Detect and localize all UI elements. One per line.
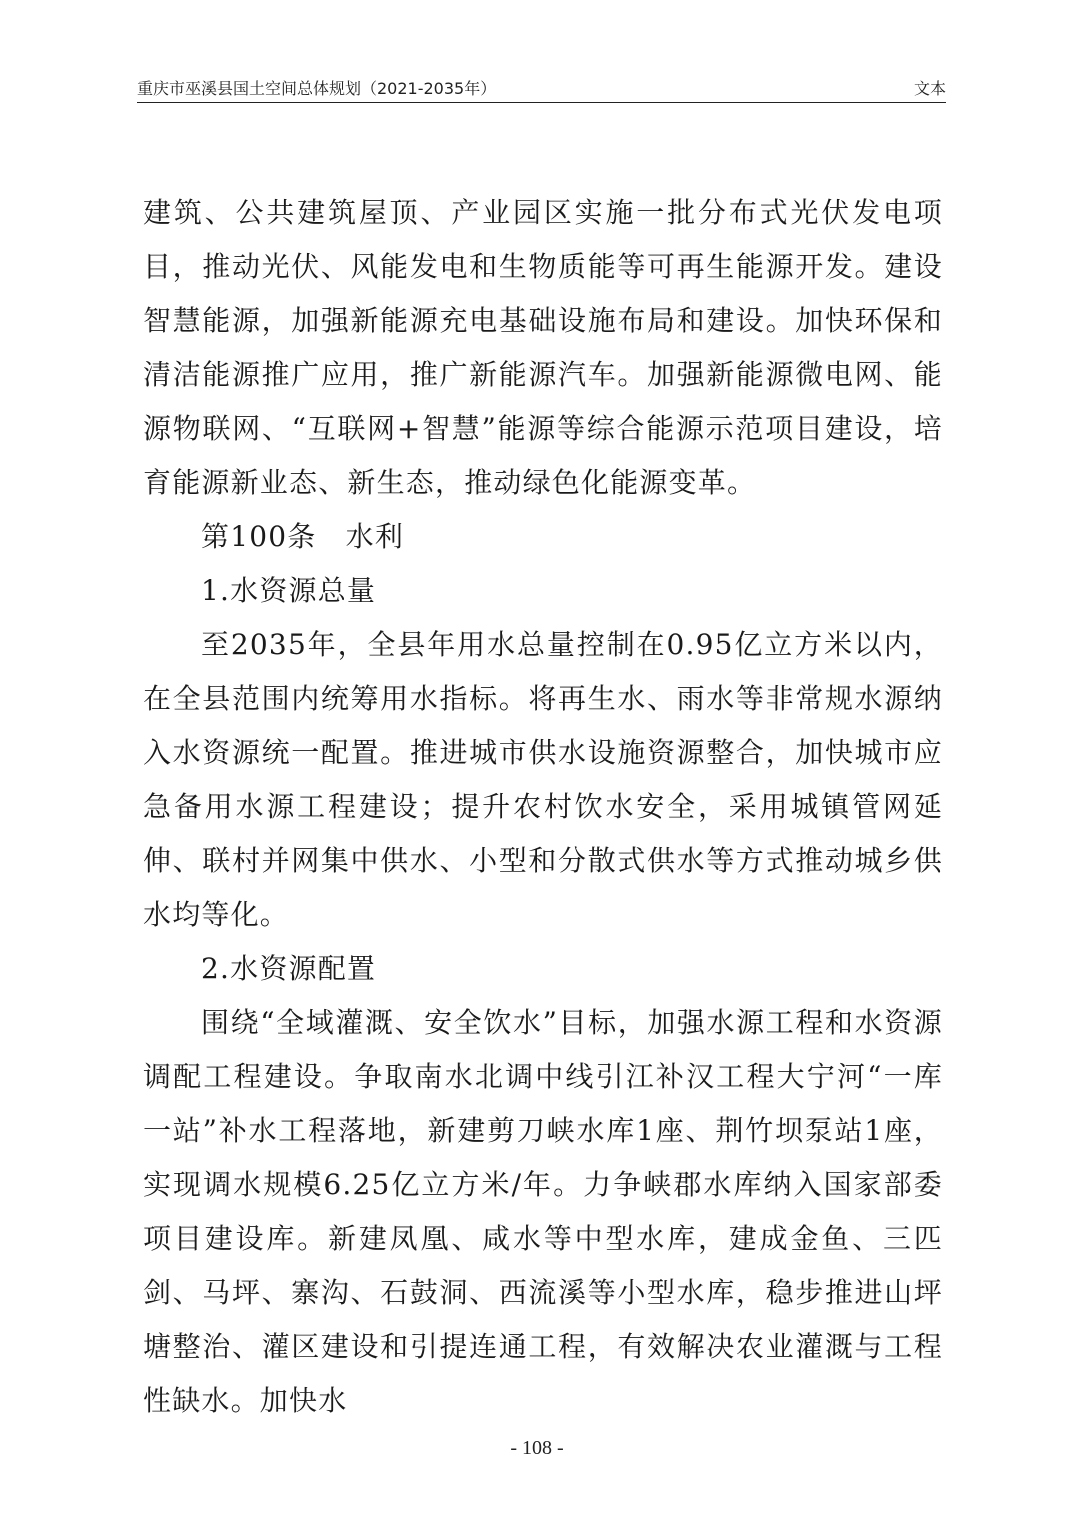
document-title: 重庆市巫溪县国土空间总体规划（2021-2035年） <box>137 79 497 98</box>
paragraph-energy-continued: 建筑、公共建筑屋顶、产业园区实施一批分布式光伏发电项目，推动光伏、风能发电和生物质能等可再生能源开发。建设智慧能源，加强新能源充电基础设施布局和建设。加快环保和清洁能源推广应用，推广新能源汽车。加强新能源微电网、能源物联网、“互联网+智慧”能源等综合能源示范项目建设，培育能源新业态、新生态，推动绿色化能源变革。 <box>143 196 943 499</box>
page-header <box>137 74 946 103</box>
page-number: - 108 - <box>510 1437 564 1459</box>
paragraph-water-allocation: 围绕“全域灌溉、安全饮水”目标，加强水源工程和水资源调配工程建设。争取南水北调中线引江补汉工程大宁河“一库一站”补水工程落地，新建剪刀峡水库1座、荆竹坝泵站1座，实现调水规模6.25亿立方米/年。力争峡郡水库纳入国家部委项目建设库。新建凤凰、咸水等中型水库，建成金鱼、三匹剑、马坪、寨沟、石鼓洞、西流溪等小型水库，稳步推进山坪塘整治、灌区建设和引提连通工程，有效解决农业灌溉与工程性缺水。加快水 <box>143 1006 943 1417</box>
subsection-heading-total-water: 1.水资源总量 <box>201 574 377 607</box>
article-heading: 第100条 水利 <box>201 520 405 553</box>
document-section-label: 文本 <box>913 79 946 98</box>
paragraph-total-water: 至2035年，全县年用水总量控制在0.95亿立方米以内，在全县范围内统筹用水指标。将再生水、雨水等非常规水源纳入水资源统一配置。推进城市供水设施资源整合，加快城市应急备用水源工程建设；提升农村饮水安全，采用城镇管网延伸、联村并网集中供水、小型和分散式供水等方式推动城乡供水均等化。 <box>143 628 943 931</box>
subsection-heading-water-allocation: 2.水资源配置 <box>201 952 377 985</box>
document-body <box>143 186 943 1428</box>
